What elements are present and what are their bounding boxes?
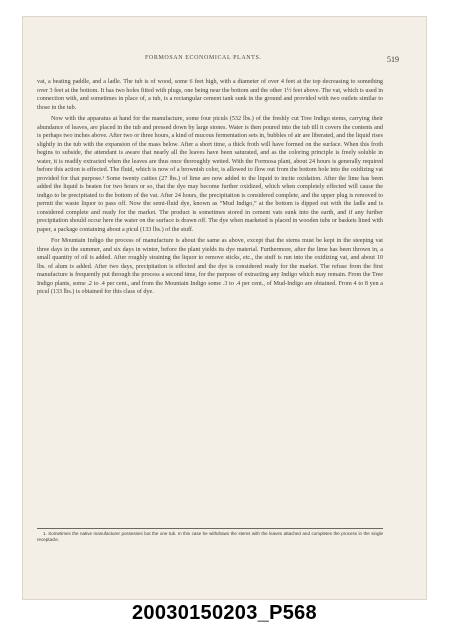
footnote bbox=[37, 531, 383, 543]
body-text bbox=[37, 78, 383, 297]
paragraph-2: Now with the apparatus at hand for the manufacture, some four piculs (532 lbs.) of the freshly cut Tree Indigo stems, carrying their abundance of leaves, are placed in the tub and pressed down by large stones. Water is then poured into the tub till it covers the contents and is perhaps two inches above. After two or three hours, a kind of mucous fermentation sets in, bubbles of air are liberated, and the liquid rises slightly in the tub with the expansion of the mass below. After a short time, a thick froth will have formed on the surface. When this froth begins to subside, the attendant is aware that nearly all the leaves have been saturated, and as the coloring principle is freely soluble in water, it is readily extracted when the leaves are thus once thoroughly wetted. With the Formosa plant, about 24 hours is generally required before this action is effected. The fluid, which is now of a brownish color, is allowed to flow out from the bottom hole into the oxidizing vat provided for that purpose.¹ Some twenty catties (27 lbs.) of lime are now added to the liquid to incite oxidation. After the lime has been added the liquid is beaten for two hours or so, that the dye may become further oxidized, which when completely effected will cause the indigo to be precipitated to the bottom of the vat. After 24 hours, the precipitation is considered complete, and the upper plug is removed to permit the waste liquor to pass off. Now the semi-fluid dye, known as “Mud Indigo,” at the bottom is dipped out with the ladle and is considered complete and ready for the market. The product is sometimes stored in cement vats sunk into the earth, and if any further precipitation should occur here the water on the surface is drawn off. The dye when marketed is placed in wooden tubs or baskets lined with paper, a package containing about a picul (133 lbs.) of the stuff. bbox=[37, 116, 383, 233]
paragraph-3: For Mountain Indigo the process of manufacture is about the same as above, except that the stems must be kept in the steeping vat three days in the summer, and six days in winter, before the plant yields its dye material. Furthermore, after the lime has been thrown in, a small quantity of oil is added. After roughly straining the liquor to remove sticks, etc., the stuff is run into the oxidizing vat, and about 10 lbs. of alum is added. After two days, precipitation is effected and the dye is considered ready for the market. The refuse from the first manufacture is frequently put through the process a second time, for the purpose of extracting any Indigo which may remain. From the Tree Indigo plants, some .2 to .4 per cent., and from the Mountain Indigo some .3 to .4 per cent., of Mud-Indigo are obtained. From 4 to 8 yen a picul (133 lbs.) is obtained for this class of dye. bbox=[37, 238, 383, 295]
running-title: FORMOSAN ECONOMICAL PLANTS. bbox=[145, 55, 262, 61]
footnote-text: 1. Sometimes the native manufacturer possesses but the one tub. In this case he withdraws the stems with the leaves attached and completes the process in the single receptacle. bbox=[37, 531, 383, 542]
paragraph-1: vat, a beating paddle, and a ladle. The tub is of wood, some 6 feet high, with a diameter of over 4 feet at the top decreasing to something over 3 feet at the bottom. It has two holes fitted with plugs, one being near the bottom and the other 1½ feet above. The vat, which is used in connection with, and sometimes in place of, a tub, is a rectangular cement tank sunk in the ground and provided with two outlets similar to those in the tub. bbox=[37, 79, 383, 111]
footnote-divider bbox=[37, 528, 383, 529]
image-caption: 20030150203_P568 bbox=[132, 602, 317, 624]
page-header bbox=[145, 55, 399, 64]
page-number: 519 bbox=[387, 55, 399, 64]
